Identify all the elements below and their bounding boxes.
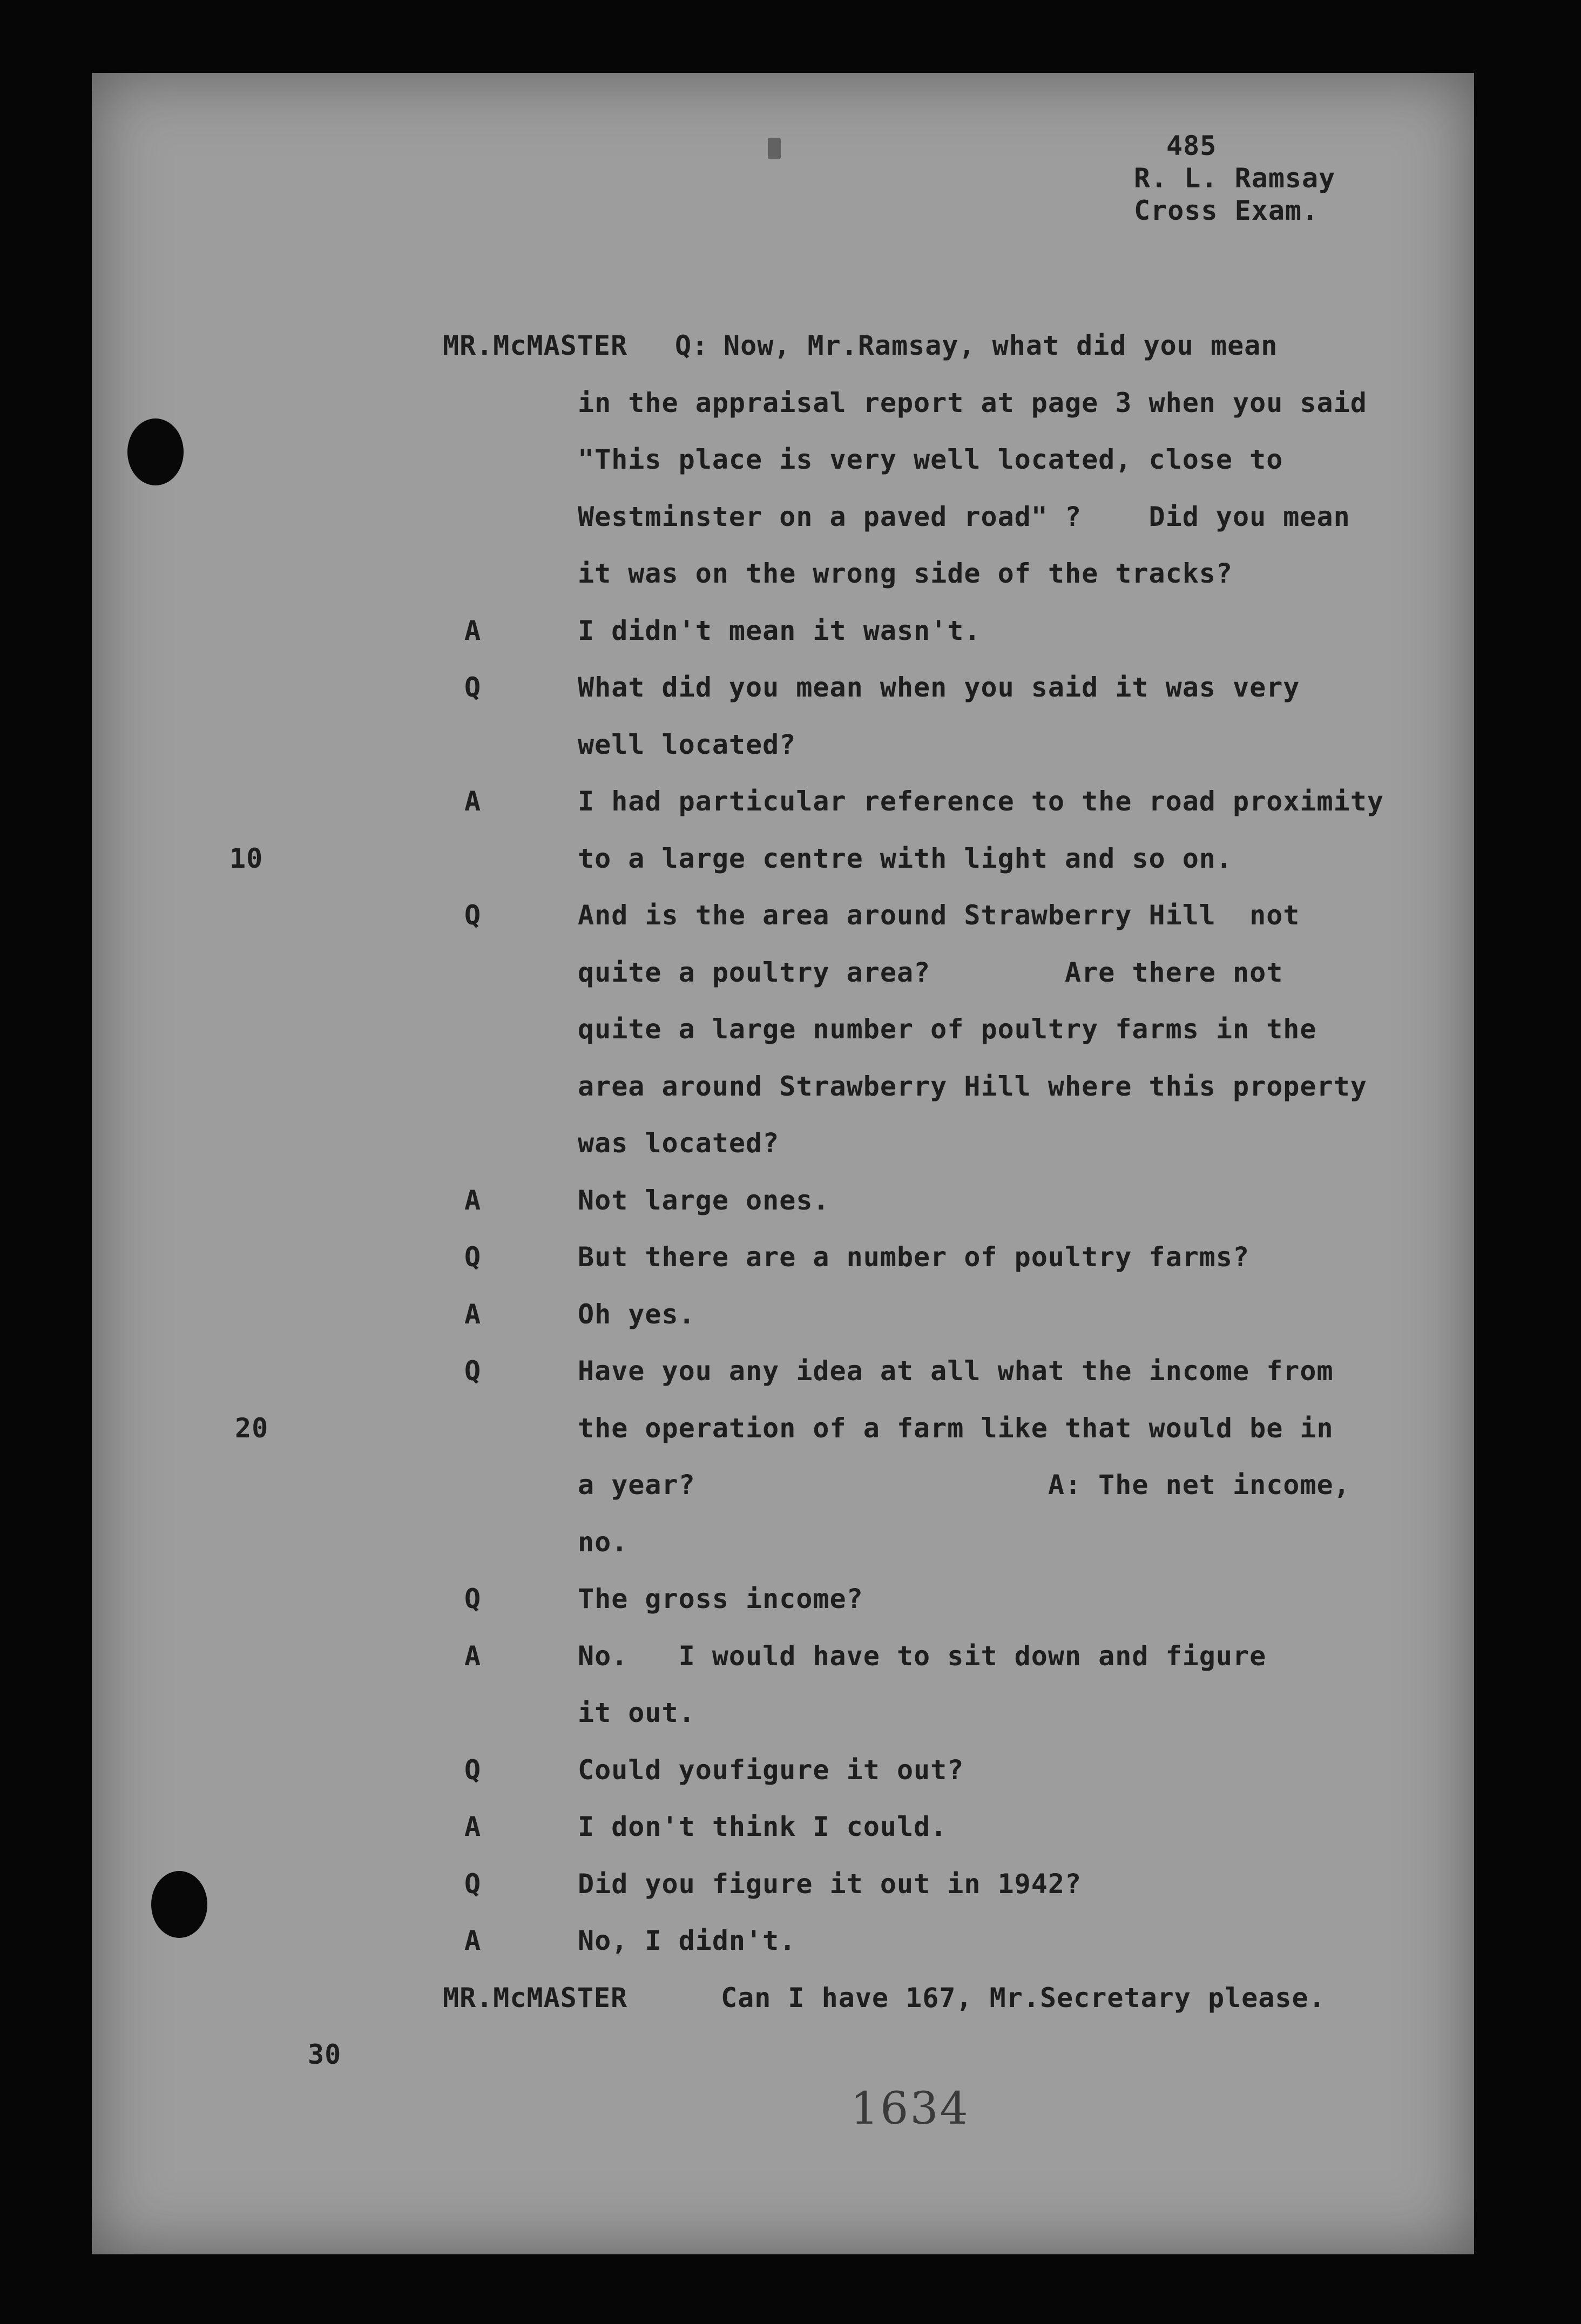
transcript-line: What did you mean when you said it was very	[578, 672, 1300, 703]
transcript-line: area around Strawberry Hill where this property	[578, 1071, 1367, 1102]
transcript-line: Have you any idea at all what the income from	[578, 1355, 1334, 1387]
punch-hole-bottom	[151, 1871, 207, 1938]
transcript-line: quite a large number of poultry farms in the	[578, 1014, 1317, 1045]
archive-stamp-number: 1634	[850, 2083, 970, 2134]
transcript-line: Oh yes.	[578, 1299, 695, 1330]
transcript-line: it out.	[578, 1697, 695, 1728]
transcript-line: it was on the wrong side of the tracks?	[578, 558, 1233, 589]
document-page	[92, 73, 1474, 2254]
speaker-tag: Q	[464, 1754, 482, 1786]
transcript-line: I don't think I could.	[578, 1811, 948, 1842]
speaker-name: MR.McMASTER	[443, 1982, 628, 2014]
speaker-tag: A	[464, 786, 482, 817]
line-number: 10	[229, 843, 264, 874]
transcript-line: Not large ones.	[578, 1185, 830, 1216]
line-number: 20	[235, 1413, 269, 1444]
speaker-tag: A	[464, 1185, 482, 1216]
transcript-line: Could youfigure it out?	[578, 1754, 964, 1786]
transcript-line: to a large centre with light and so on.	[578, 843, 1233, 874]
transcript-line: the operation of a farm like that would be in	[578, 1413, 1334, 1444]
transcript-line: No, I didn't.	[578, 1925, 796, 1956]
staple-mark	[768, 138, 781, 159]
transcript-line: no.	[578, 1526, 629, 1558]
transcript-line: Westminster on a paved road" ? Did you mean	[578, 501, 1350, 532]
transcript-line: quite a poultry area? Are there not	[578, 957, 1283, 988]
speaker-tag: Q	[464, 672, 482, 703]
speaker-tag: Q	[464, 1355, 482, 1387]
transcript-line: I had particular reference to the road proximity	[578, 786, 1384, 817]
transcript-line: in the appraisal report at page 3 when you said	[578, 387, 1367, 418]
transcript-line: was located?	[578, 1127, 780, 1159]
transcript-line: Now, Mr.Ramsay, what did you mean	[724, 330, 1278, 361]
speaker-tag: Q:	[675, 330, 709, 361]
transcript-line: Can I have 167, Mr.Secretary please.	[721, 1982, 1326, 2014]
transcript-line: "This place is very well located, close to	[578, 444, 1283, 475]
speaker-tag: A	[464, 1811, 482, 1842]
transcript-line: No. I would have to sit down and figure	[578, 1640, 1267, 1672]
transcript-line: Did you figure it out in 1942?	[578, 1868, 1082, 1900]
transcript-line: The gross income?	[578, 1583, 863, 1614]
transcript-line: a year? A: The net income,	[578, 1469, 1350, 1501]
transcript-line: And is the area around Strawberry Hill not	[578, 900, 1300, 931]
speaker-tag: Q	[464, 1241, 482, 1273]
speaker-tag: Q	[464, 1583, 482, 1614]
transcript-line: But there are a number of poultry farms?	[578, 1241, 1250, 1273]
page-number: 485	[1166, 130, 1217, 161]
transcript-line: I didn't mean it wasn't.	[578, 615, 981, 646]
punch-hole-top	[127, 418, 184, 485]
transcript-line: well located?	[578, 729, 796, 760]
speaker-tag: A	[464, 1640, 482, 1672]
speaker-tag: Q	[464, 1868, 482, 1900]
speaker-tag: Q	[464, 900, 482, 931]
speaker-tag: A	[464, 1925, 482, 1956]
speaker-name: MR.McMASTER	[443, 330, 628, 361]
exam-type: Cross Exam.	[1134, 195, 1319, 226]
speaker-tag: A	[464, 615, 482, 646]
witness-name: R. L. Ramsay	[1134, 163, 1336, 194]
line-number: 30	[308, 2039, 342, 2070]
speaker-tag: A	[464, 1299, 482, 1330]
